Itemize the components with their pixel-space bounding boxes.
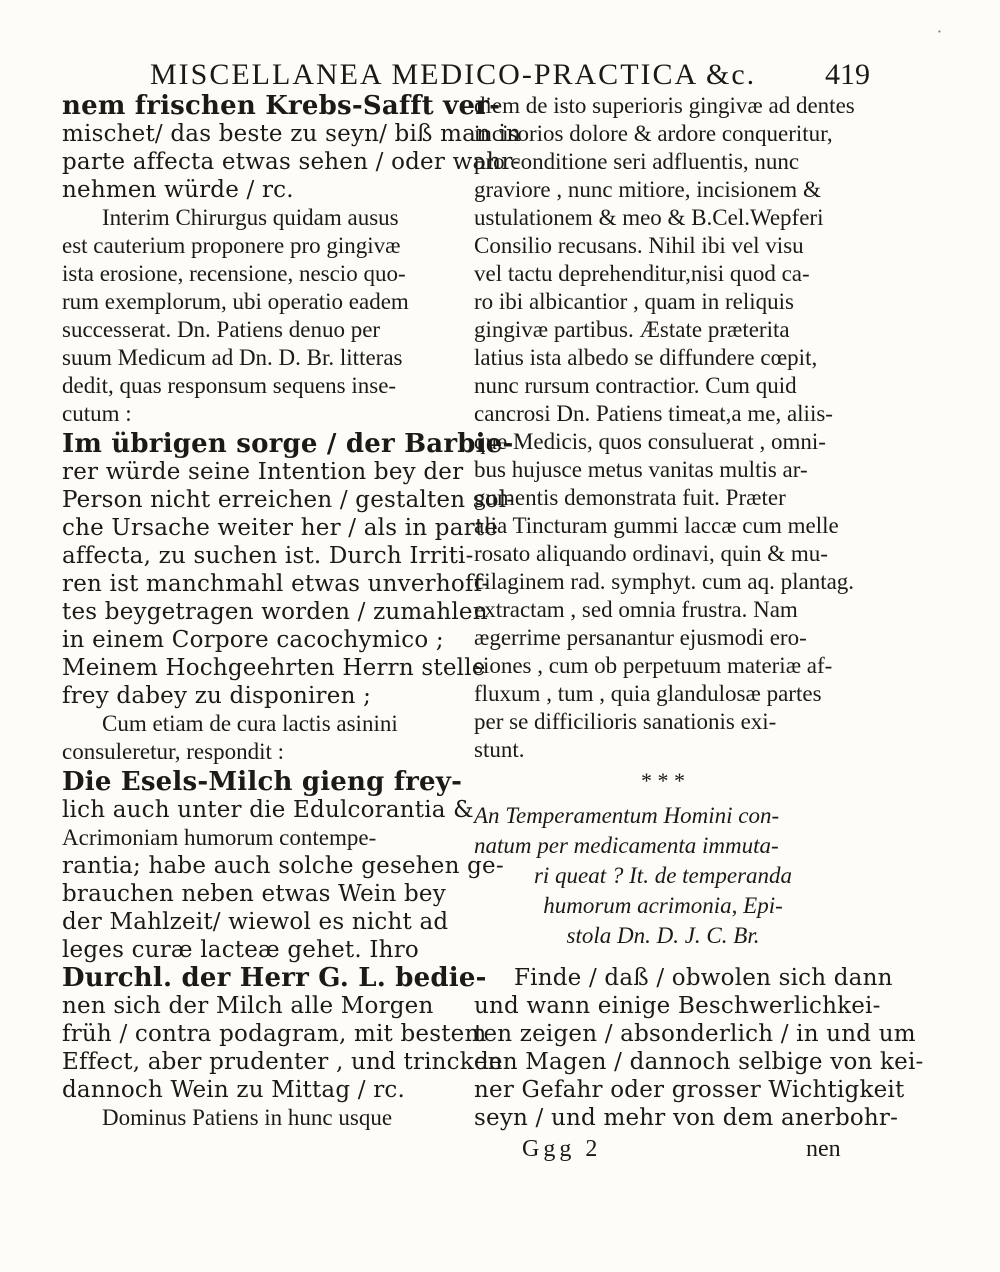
letter-line: ten zeigen / absonderlich / in und um — [474, 1021, 916, 1047]
right-line: alia Tincturam gummi laccæ cum melle — [474, 513, 839, 538]
page-edge-mark: · — [936, 22, 942, 41]
heading-line: stola Dn. D. J. C. Br. — [566, 923, 760, 948]
right-line: Consilio recusans. Nihil ibi vel visu — [474, 233, 804, 258]
heading-line: humorum acrimonia, Epi- — [543, 893, 783, 918]
right-line: latius ista albedo se diffundere cœpit, — [474, 345, 818, 370]
right-line: siones , cum ob perpetuum materiæ af- — [474, 653, 833, 678]
left-line: dannoch Wein zu Mittag / rc. — [62, 1077, 405, 1103]
letter-line: und wann einige Beschwerlichkei- — [474, 993, 881, 1019]
left-line: Interim Chirurgus quidam ausus — [102, 205, 399, 230]
heading-line: natum per medicamenta immuta- — [474, 833, 779, 858]
left-line: cutum : — [62, 401, 132, 426]
left-line: parte affecta etwas sehen / oder wahr- — [62, 149, 521, 175]
left-line: rer würde seine Intention bey der — [62, 459, 464, 485]
right-line: nunc rursum contractior. Cum quid — [474, 373, 797, 398]
right-line: stunt. — [474, 737, 525, 762]
right-line: per se difficilioris sanationis exi- — [474, 709, 777, 734]
left-line: successerat. Dn. Patiens denuo per — [62, 317, 381, 342]
left-line: rantia; habe auch solche gesehen ge- — [62, 853, 504, 879]
section-ornament: * * * — [641, 768, 685, 793]
left-line: in einem Corpore cacochymico ; — [62, 627, 444, 653]
heading-line: An Temperamentum Homini con- — [474, 803, 780, 828]
right-line: ustulationem & meo & B.Cel.Wepferi — [474, 205, 824, 230]
left-line: lich auch unter die Edulcorantia & — [62, 797, 474, 823]
left-line: tes beygetragen worden / zumahlen — [62, 599, 488, 625]
left-line: früh / contra podagram, mit bestem — [62, 1021, 487, 1047]
page-number: 419 — [825, 58, 870, 91]
left-line: che Ursache weiter her / als in parte — [62, 515, 499, 541]
letter-line: den Magen / dannoch selbige von kei- — [474, 1049, 924, 1075]
left-line: frey dabey zu disponiren ; — [62, 683, 372, 709]
left-line: Durchl. der Herr G. L. bedie- — [62, 963, 487, 993]
left-line: Cum etiam de cura lactis asinini — [102, 711, 398, 736]
left-line: suum Medicum ad Dn. D. Br. litteras — [62, 345, 403, 370]
left-line: nem frischen Krebs-Safft ver- — [62, 91, 501, 121]
right-line: diem de isto superioris gingivæ ad dentes — [474, 93, 855, 118]
heading-line: ri queat ? It. de temperanda — [533, 863, 793, 888]
right-line: extractam , sed omnia frustra. Nam — [474, 597, 798, 622]
left-line: nehmen würde / rc. — [62, 177, 294, 203]
right-line: ro ibi albicantior , quam in reliquis — [474, 289, 795, 314]
left-line: mischet/ das beste zu seyn/ biß man in — [62, 121, 522, 147]
left-line: Im übrigen sorge / der Barbie- — [62, 429, 514, 459]
right-line: incisorios dolore & ardore conqueritur, — [474, 121, 833, 146]
right-line: que Medicis, quos consuluerat , omni- — [474, 429, 826, 454]
right-line: bus hujusce metus vanitas multis ar- — [474, 457, 808, 482]
left-line: dedit, quas responsum sequens inse- — [62, 373, 397, 398]
signature-mark: Ggg 2 — [522, 1136, 602, 1162]
left-line: rum exemplorum, ubi operatio eadem — [62, 289, 409, 314]
letter-line: seyn / und mehr von dem anerbohr- — [474, 1105, 899, 1131]
right-line: gingivæ partibus. Æstate præterita — [474, 317, 790, 342]
left-line: Dominus Patiens in hunc usque — [102, 1105, 393, 1130]
right-line: gumentis demonstrata fuit. Præter — [474, 485, 786, 510]
left-line: der Mahlzeit/ wiewol es nicht ad — [62, 909, 449, 935]
right-line: cilaginem rad. symphyt. cum aq. plantag. — [474, 569, 855, 594]
right-line: vel tactu deprehenditur,nisi quod ca- — [474, 261, 810, 286]
left-line: Effect, aber prudenter , und trincken — [62, 1049, 503, 1075]
left-line: est cauterium proponere pro gingivæ — [62, 233, 401, 258]
left-line: Die Esels-Milch gieng frey- — [62, 767, 463, 797]
left-line: nen sich der Milch alle Morgen — [62, 993, 434, 1019]
left-line: Person nicht erreichen / gestalten sol- — [62, 487, 515, 513]
left-line: ista erosione, recensione, nescio quo- — [62, 261, 406, 286]
running-title: MISCELLANEA MEDICO-PRACTICA &c. — [150, 58, 757, 91]
left-line: consuleretur, respondit : — [62, 739, 284, 764]
left-line: affecta, zu suchen ist. Durch Irriti- — [62, 543, 474, 569]
letter-line: Finde / daß / obwolen sich dann — [514, 965, 893, 991]
right-line: graviore , nunc mitiore, incisionem & — [474, 177, 821, 202]
right-line: fluxum , tum , quia glandulosæ partes — [474, 681, 822, 706]
catchword: nen — [806, 1136, 841, 1162]
right-line: pro conditione seri adfluentis, nunc — [474, 149, 800, 174]
left-line: Meinem Hochgeehrten Herrn stelle — [62, 655, 486, 681]
left-line: Acrimoniam humorum contempe- — [62, 825, 377, 850]
left-line: leges curæ lacteæ gehet. Ihro — [62, 937, 419, 963]
letter-line: ner Gefahr oder grosser Wichtigkeit — [474, 1077, 905, 1103]
right-line: rosato aliquando ordinavi, quin & mu- — [474, 541, 828, 566]
right-line: ægerrime persanantur ejusmodi ero- — [474, 625, 807, 650]
left-line: ren ist manchmahl etwas unverhoff- — [62, 571, 490, 597]
left-line: brauchen neben etwas Wein bey — [62, 881, 446, 907]
right-line: cancrosi Dn. Patiens timeat,a me, aliis- — [474, 401, 833, 426]
